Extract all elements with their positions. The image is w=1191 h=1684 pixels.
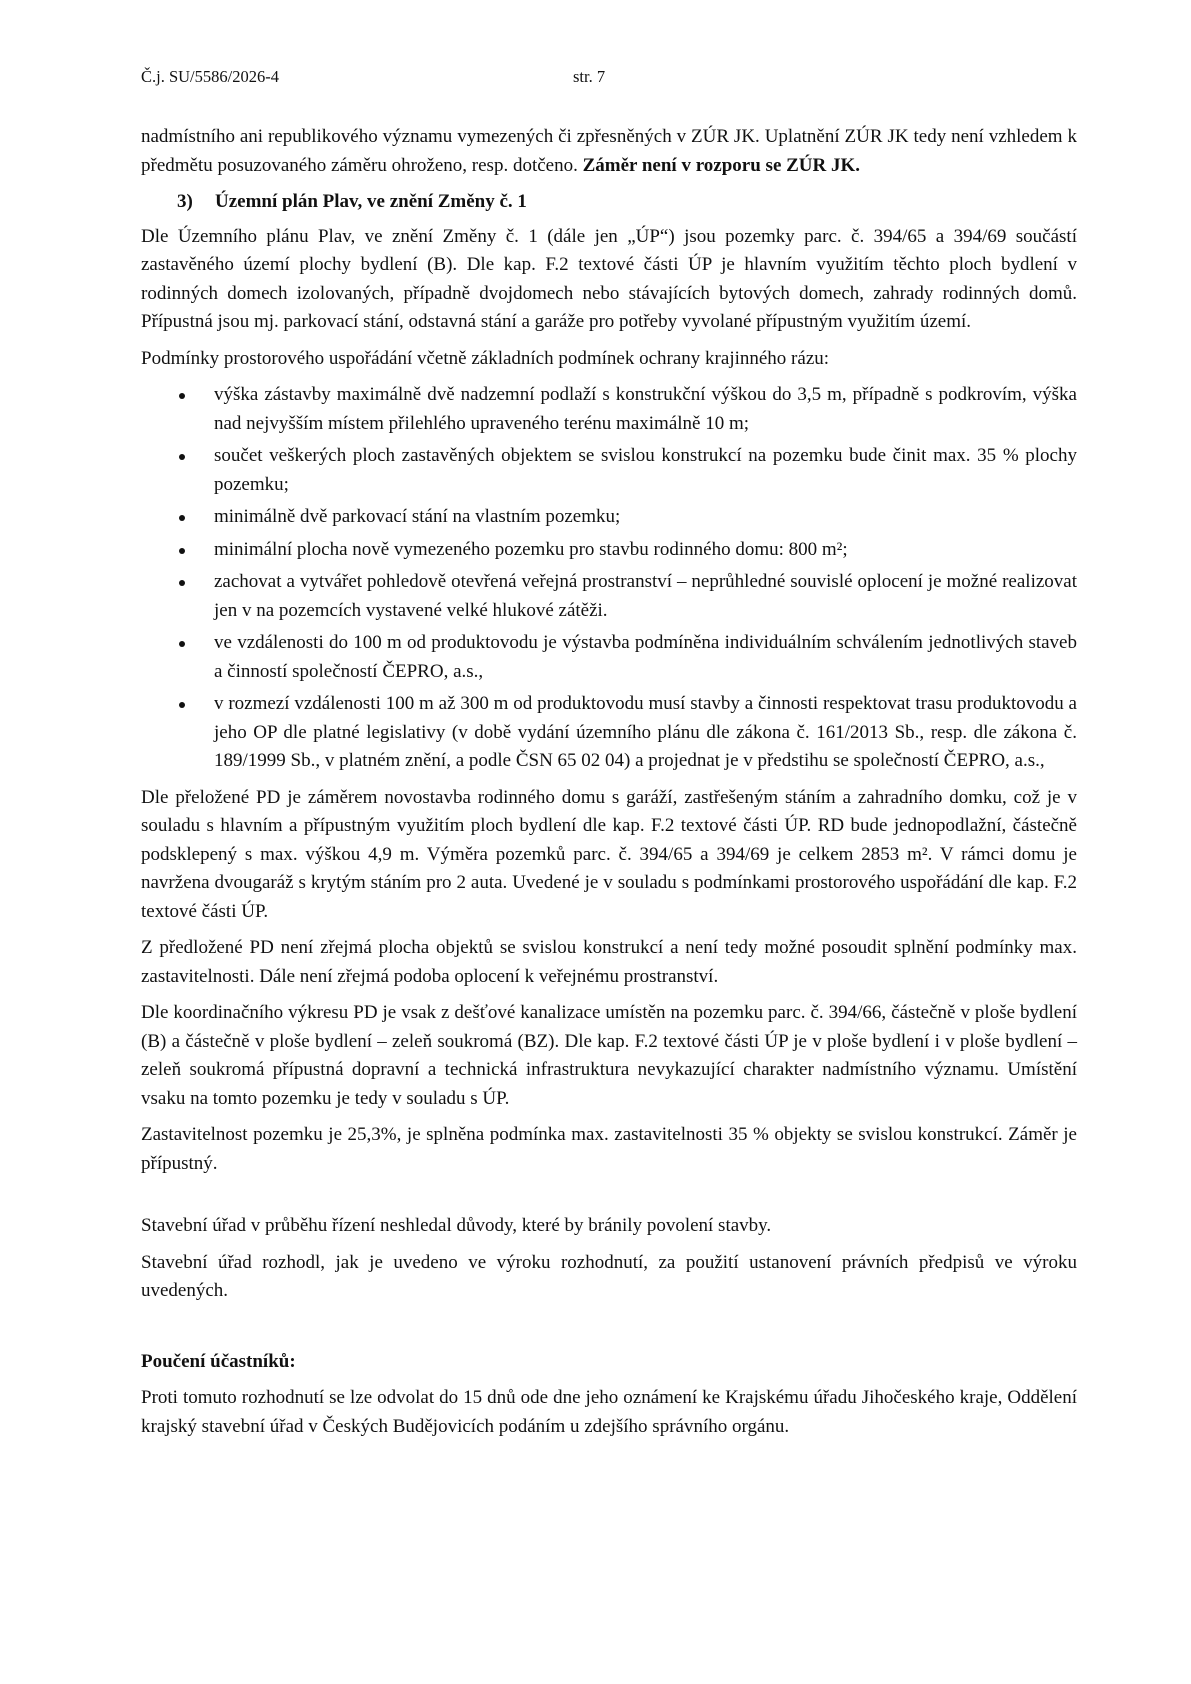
reference-number: Č.j. SU/5586/2026-4 [141,67,279,86]
bullet-icon [179,454,185,460]
page-number: str. 7 [573,67,606,86]
document-body [141,123,1077,1449]
section-heading [141,188,1077,217]
list-item: ve vzdálenosti do 100 m od produktovodu je výstavba podmíněna individuálním schválením jednotlivých staveb a činností společností ČEPRO, a.s., [141,629,1077,686]
bullet-icon [179,580,185,586]
bullet-icon [179,515,185,521]
list-item: minimální plocha nově vymezeného pozemku pro stavbu rodinného domu: 800 m²; [141,536,1077,565]
paragraph-decision: Stavební úřad rozhodl, jak je uvedeno ve výroku rozhodnutí, za použití ustanovení právních předpisů ve výroku uvedených. [141,1251,1077,1301]
paragraph-drainage: Dle koordinačního výkresu PD je vsak z dešťové kanalizace umístěn na pozemku parc. č. 394/66, částečně v ploše bydlení (B) a částečně v ploše bydlení – zeleň soukromá (BZ). Dle kap. F.2 textové části ÚP je v ploše bydlení i v ploše bydlení – zeleň soukromá přípustná dopravní a technická infrastruktura nevykazující charakter nadmístního významu. Umístění vsaku na tomto pozemku je tedy v souladu s ÚP. [141,1002,1077,1109]
bullet-icon [179,702,185,708]
section-title: Územní plán Plav, ve znění Změny č. 1 [215,191,527,212]
list-item: v rozmezí vzdálenosti 100 m až 300 m od produktovodu musí stavby a činnosti respektovat trasu produktovodu a jeho OP dle platné legislativy (v době vydání územního plánu dle zákona č. 161/2013 Sb., resp. dle zákona č. 189/1999 Sb., v platném znění, a podle ČSN 65 02 04) a projednat je v předstihu se společností ČEPRO, a.s., [141,690,1077,776]
paragraph-appeal: Proti tomuto rozhodnutí se lze odvolat do 15 dnů ode dne jeho oznámení ke Krajskému úřadu Jihočeského kraje, Oddělení krajský stavební úřad v Českých Budějovicích podáním u zdejšího správního orgánu. [141,1387,1077,1437]
instruction-heading: Poučení účastníků: [141,1350,296,1372]
list-item: výška zástavby maximálně dvě nadzemní podlaží s konstrukční výškou do 3,5 m, případně s podkrovím, výška nad nejvyšším místem přilehlého upraveného terénu maximálně 10 m; [141,381,1077,438]
bullet-icon [179,393,185,399]
paragraph-no-reasons: Stavební úřad v průběhu řízení neshledal důvody, které by bránily povolení stavby. [141,1215,772,1236]
paragraph-zur: nadmístního ani republikového významu vymezených či zpřesněných v ZÚR JK. Uplatnění ZÚR JK tedy není vzhledem k předmětu posuzovaného záměru ohroženo, resp. dotčeno. Záměr není v rozporu se ZÚR JK. [141,126,1077,176]
bullet-icon [179,641,185,647]
list-item: minimálně dvě parkovací stání na vlastním pozemku; [141,503,1077,532]
list-item: součet veškerých ploch zastavěných objektem se svislou konstrukcí na pozemku bude činit max. 35 % plochy pozemku; [141,442,1077,499]
section-number: 3) [177,191,193,212]
list-item: zachovat a vytvářet pohledově otevřená veřejná prostranství – neprůhledné souvislé oplocení je možné realizovat jen v na pozemcích vystavené velké hlukové zátěži. [141,568,1077,625]
paragraph-not-clear: Z předložené PD není zřejmá plocha objektů se svislou konstrukcí a není tedy možné posoudit splnění podmínky max. zastavitelnosti. Dále není zřejmá podoba oplocení k veřejnému prostranství. [141,937,1077,987]
paragraph-pd: Dle přeložené PD je záměrem novostavba rodinného domu s garáží, zastřešeným stáním a zahradního domku, což je v souladu s hlavním a přípustným využitím ploch bydlení dle kap. F.2 textové části ÚP. RD bude jednopodlažní, částečně podsklepený s max. výškou 4,9 m. Výměra pozemků parc. č. 394/65 a 394/69 je celkem 2853 m². V rámci domu je navržena dvougaráž s krytým stáním pro 2 auta. Uvedené je v souladu s podmínkami prostorového uspořádání dle kap. F.2 textové části ÚP. [141,786,1077,922]
paragraph-coverage: Zastavitelnost pozemku je 25,3%, je splněna podmínka max. zastavitelnosti 35 % objekty se svislou konstrukcí. Záměr je přípustný. [141,1124,1077,1174]
zur-conclusion: Záměr není v rozporu se ZÚR JK. [582,154,861,176]
conditions-intro: Podmínky prostorového uspořádání včetně základních podmínek ochrany krajinného rázu: [141,347,830,369]
paragraph-up-intro: Dle Územního plánu Plav, ve znění Změny č. 1 (dále jen „ÚP“) jsou pozemky parc. č. 394/65 a 394/69 součástí zastavěného území plochy bydlení (B). Dle kap. F.2 textové části ÚP je hlavním využitím těchto ploch bydlení v rodinných domech izolovaných, případně dvojdomech nebo stávajících bytových domech, zahrady rodinných domů. Přípustná jsou mj. parkovací stání, odstavná stání a garáže pro potřeby vyvolané přípustným využitím území. [141,225,1077,332]
bullet-icon [179,548,185,554]
conditions-list [141,381,1077,776]
